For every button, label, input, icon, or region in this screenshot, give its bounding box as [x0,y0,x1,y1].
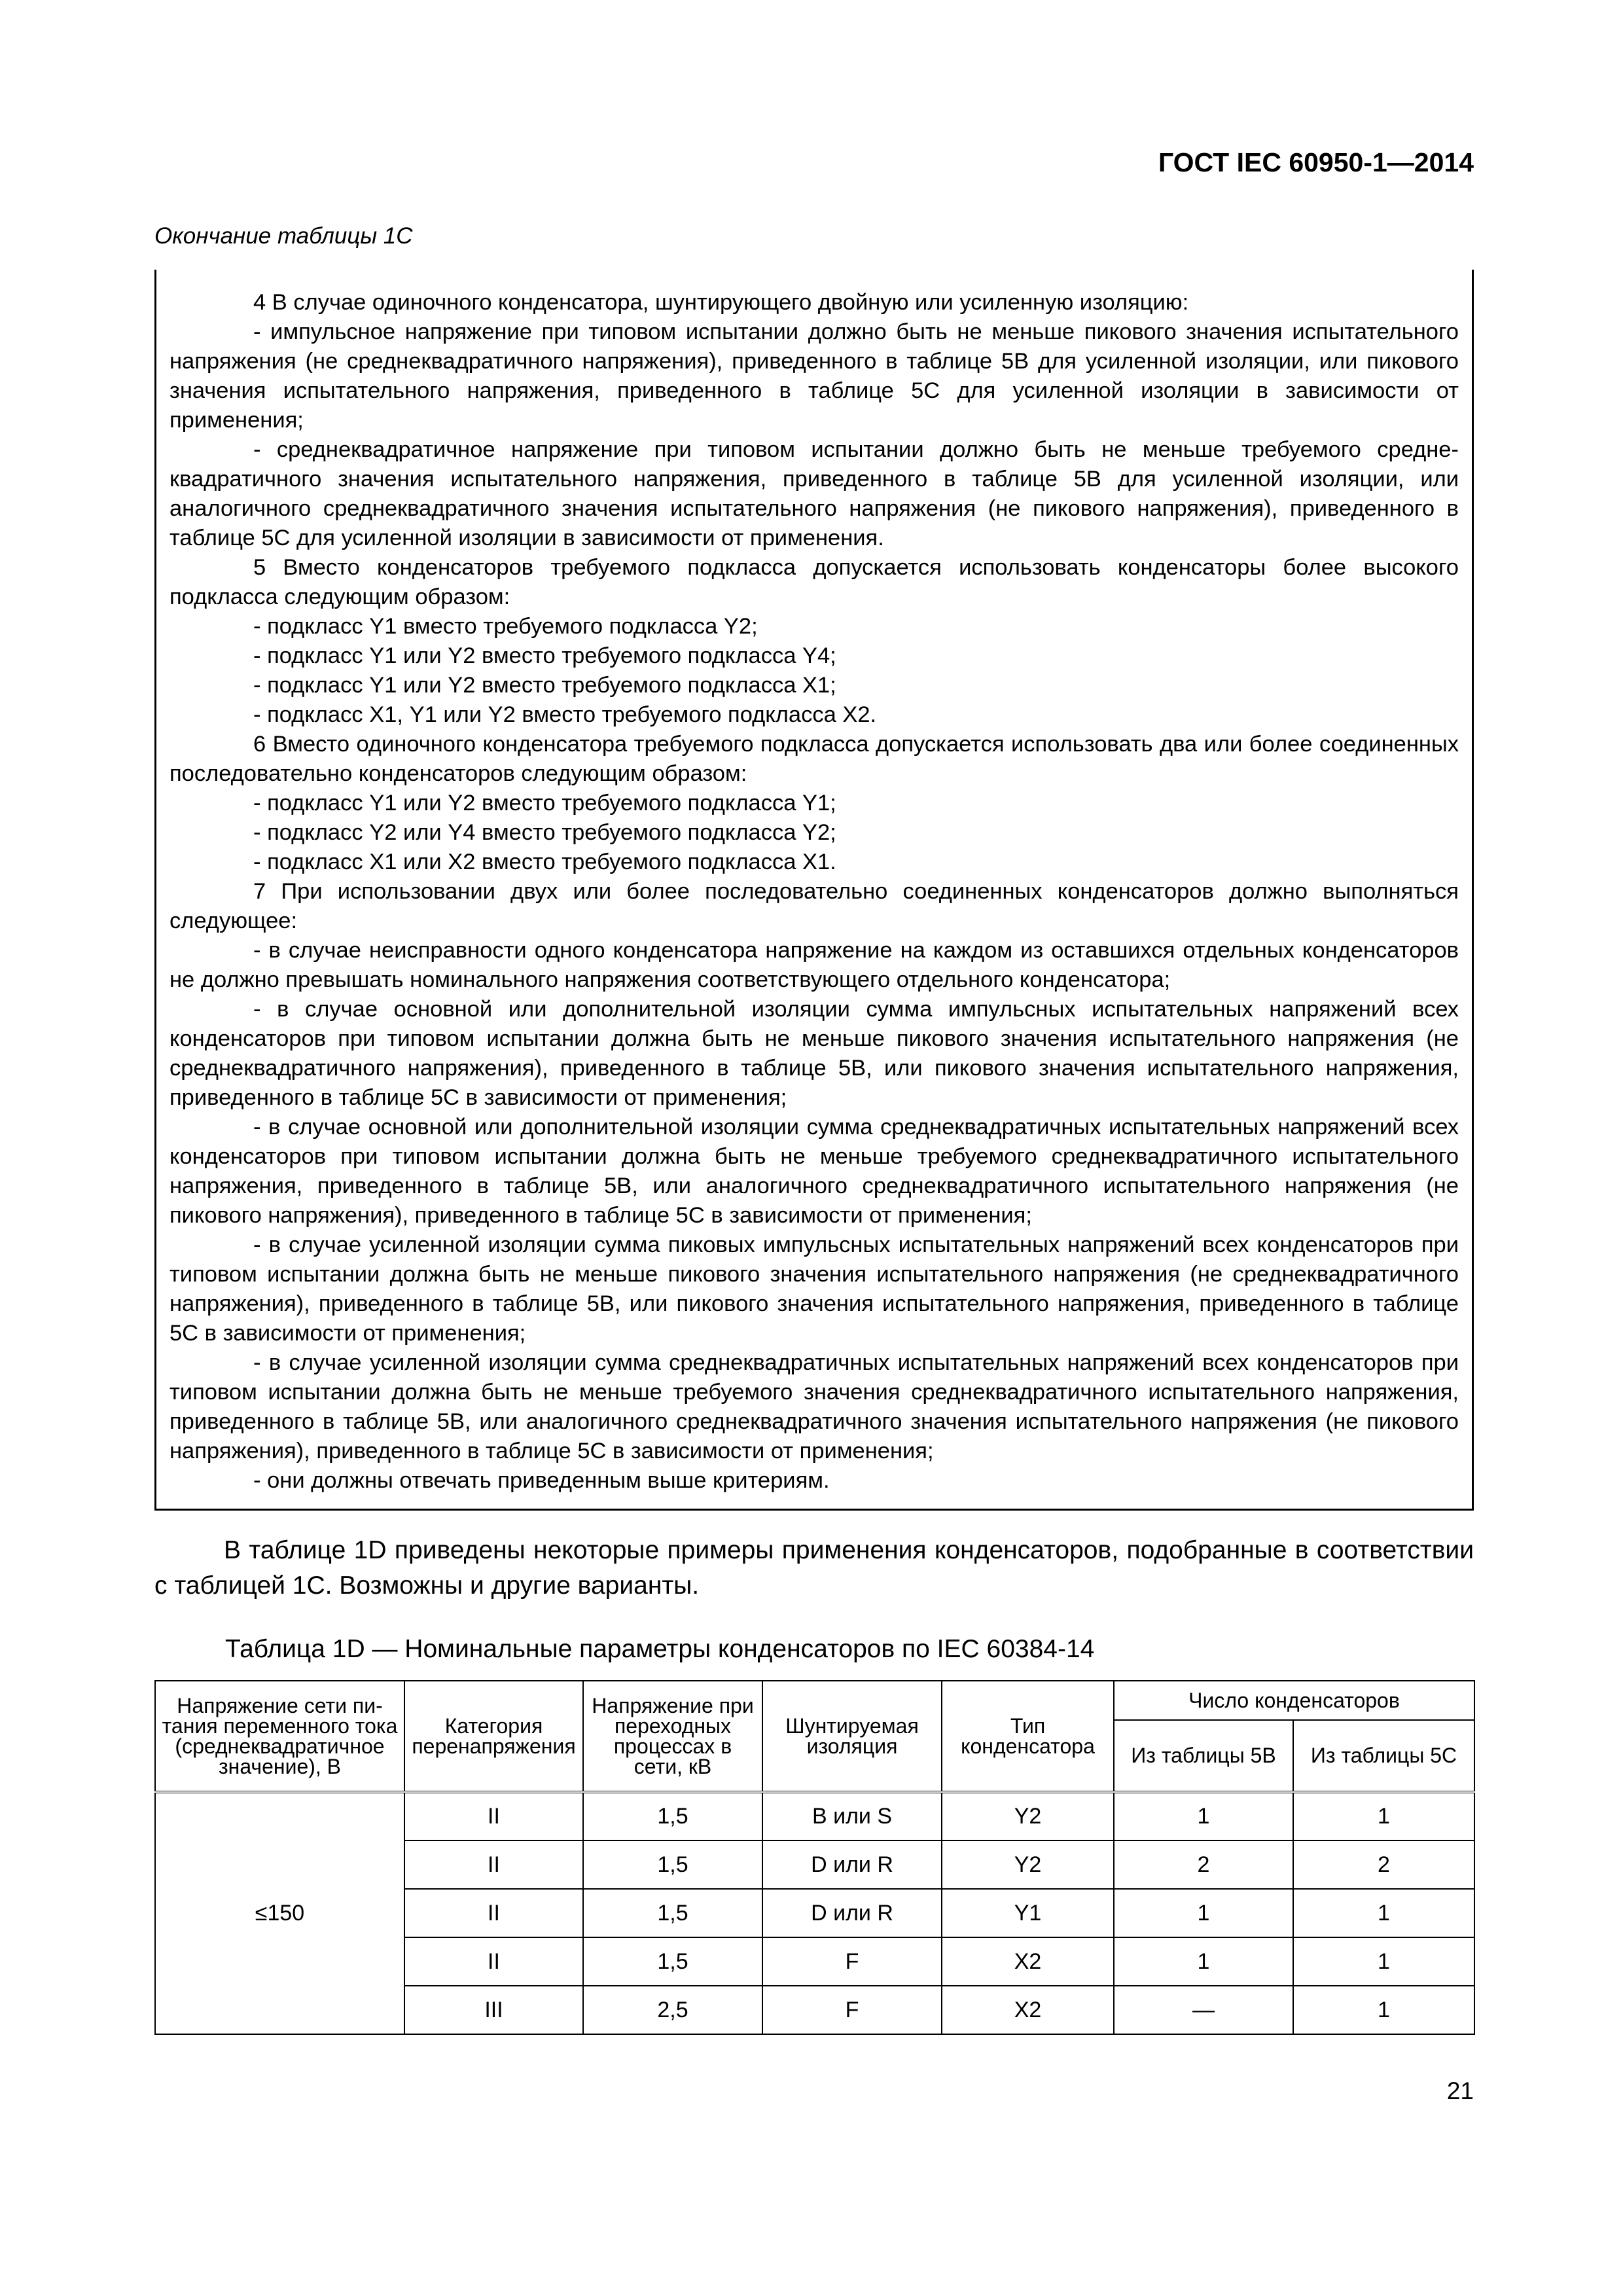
cell-bridged: F [762,1986,942,2034]
cell-from-5b: — [1114,1986,1293,2034]
cell-from-5c: 1 [1293,1889,1474,1937]
note-paragraph: - подкласс Х1 или Х2 вместо требуемого подкласса Х1. [253,850,836,874]
cell-bridged: F [762,1937,942,1986]
note-paragraph: 4 В случае одиночного конденсатора, шунтирующего двойную или усиленную изоляцию: [253,290,1189,315]
header-capacitor-type: Тип конденсатора [942,1681,1114,1792]
page-number: 21 [1446,2077,1474,2104]
cell-category: II [404,1840,583,1889]
note-paragraph: - подкласс Y1 вместо требуемого подкласса Y2; [253,614,758,639]
note-paragraph: - в случае усиленной изоляции сумма пиковых импульсных испытательных напряжений всех конденсаторов при типовом испытании должна быть не меньше пикового значения испытательного напряжения (не среднеквадратичного напряжения), приведенного в таблице 5В, или пикового значения испытательного напряжения, приведенного в таблице 5С в зависимости от применения; [169,1232,1459,1346]
cell-type: Y1 [942,1889,1114,1937]
cell-type: Х2 [942,1937,1114,1986]
header-from-table-5b: Из таблицы 5В [1114,1720,1293,1792]
cell-bridged: В или S [762,1792,942,1840]
cell-bridged: D или R [762,1840,942,1889]
note-paragraph: 7 При использовании двух или более последовательно соединенных конденсаторов должно выполняться следующее: [169,879,1459,933]
intro-text: В таблице 1D приведены некоторые примеры применения конденсаторов, подобранные в соответствии с таблицей 1С. Возможны и другие варианты. [154,1536,1474,1600]
note-paragraph: - подкласс Х1, Y1 или Y2 вместо требуемого подкласса Х2. [253,702,877,727]
header-from-table-5c: Из таблицы 5С [1293,1720,1474,1792]
note-paragraph: - в случае неисправности одного конденсатора напряжение на каждом из оставшихся отдельных конденсаторов не должно превышать номинального напряжения соответствующего отдельного конденсатора; [169,938,1459,992]
table-1d-wrapper [154,1680,1474,2035]
table-continuation-caption: Окончание таблицы 1С [154,223,413,249]
cell-from-5b: 1 [1114,1792,1293,1840]
note-paragraph: 5 Вместо конденсаторов требуемого подкласса допускается использовать конденсаторы более высокого подкласса следующим образом: [169,555,1459,609]
note-paragraph: - подкласс Y2 или Y4 вместо требуемого подкласса Y2; [253,820,836,845]
note-paragraph: - подкласс Y1 или Y2 вместо требуемого подкласса Y4; [253,643,836,668]
cell-transient: 2,5 [583,1986,762,2034]
cell-category: II [404,1889,583,1937]
document-code-header: ГОСТ IEC 60950-1—2014 [1158,147,1474,177]
table-1d-body [155,1792,1474,2034]
cell-from-5b: 2 [1114,1840,1293,1889]
cell-type: Y2 [942,1840,1114,1889]
intro-paragraph [154,1533,1474,1604]
note-paragraph: - среднеквадратичное напряжение при типовом испытании должно быть не меньше требуемого среднеквадратичного значения испытательного напряжения, приведенного в таблице 5В для усиленной изоляции, или аналогичного среднеквадратичного значения испытательного напряжения (не пикового напряжения), приведенного в таблице 5С для усиленной изоляции в зависимости от применения. [169,437,1459,550]
cell-from-5c: 1 [1293,1986,1474,2034]
cell-bridged: D или R [762,1889,942,1937]
note-paragraph: - подкласс Y1 или Y2 вместо требуемого подкласса Y1; [253,791,836,816]
header-transient-voltage: Напряжение при переходных процессах в сети, кВ [583,1681,762,1792]
cell-transient: 1,5 [583,1889,762,1937]
header-mains-voltage: Напряжение сети питания переменного тока (среднеквадратичное значение), В [155,1681,404,1792]
note-paragraph: - в случае основной или дополнительной изоляции сумма импульсных испытательных напряжений всех конденсаторов при типовом испытании должна быть не меньше пикового значения испытательного напряжения (не среднеквадратичного напряжения), приведенного в таблице 5В, или пикового значения испытательного напряжения, приведенного в таблице 5С в зависимости от применения; [169,997,1459,1110]
note-paragraph: 6 Вместо одиночного конденсатора требуемого подкласса допускается использовать два или более соединенных последовательно конденсаторов следующим образом: [169,732,1459,786]
note-paragraph: - импульсное напряжение при типовом испытании должно быть не меньше пикового значения испытательного напряжения (не среднеквадратичного напряжения), приведенного в таблице 5В для усиленной изоляции, или пикового значения испытательного напряжения, приведенного в таблице 5С для усиленной изоляции в зависимости от применения; [169,319,1459,433]
note-paragraph: - в случае усиленной изоляции сумма среднеквадратичных испытательных напряжений всех конденсаторов при типовом испытании должна быть не меньше требуемого значения среднеквадратичного испытательного напряжения, приведенного в таблице 5В, или аналогичного среднеквадратичного значения испытательного напряжения (не пикового напряжения), приведенного в таблице 5С в зависимости от применения; [169,1350,1459,1463]
cell-transient: 1,5 [583,1937,762,1986]
cell-from-5b: 1 [1114,1889,1293,1937]
cell-from-5c: 2 [1293,1840,1474,1889]
header-capacitor-count: Число конденсаторов [1114,1681,1474,1720]
table-1d-title: Таблица 1D — Номинальные параметры конденсаторов по IEC 60384-14 [225,1635,1095,1663]
table-1d [154,1680,1475,2035]
cell-type: Y2 [942,1792,1114,1840]
cell-category: II [404,1937,583,1986]
table-row [155,1792,1474,1840]
cell-transient: 1,5 [583,1840,762,1889]
note-paragraph: - они должны отвечать приведенным выше критериям. [253,1468,830,1493]
cell-category: II [404,1792,583,1840]
cell-category: III [404,1986,583,2034]
cell-from-5b: 1 [1114,1937,1293,1986]
cell-type: Х2 [942,1986,1114,2034]
cell-from-5c: 1 [1293,1937,1474,1986]
note-paragraph: - подкласс Y1 или Y2 вместо требуемого подкласса Х1; [253,673,836,698]
cell-transient: 1,5 [583,1792,762,1840]
cell-from-5c: 1 [1293,1792,1474,1840]
note-paragraph: - в случае основной или дополнительной изоляции сумма среднеквадратичных испытательных напряжений всех конденсаторов при типовом испытании должна быть не меньше требуемого среднеквадратичного испытательного напряжения, приведенного в таблице 5В, или аналогичного среднеквадратичного испытательного напряжения (не пикового напряжения), приведенного в таблице 5С в зависимости от применения; [169,1115,1459,1228]
header-bridged-insulation: Шунтируемая изоляция [762,1681,942,1792]
table-1c-notes-box [154,270,1474,1511]
header-overvoltage-category: Категория перенапряжения [404,1681,583,1792]
cell-mains-voltage: ≤150 [155,1792,404,2034]
